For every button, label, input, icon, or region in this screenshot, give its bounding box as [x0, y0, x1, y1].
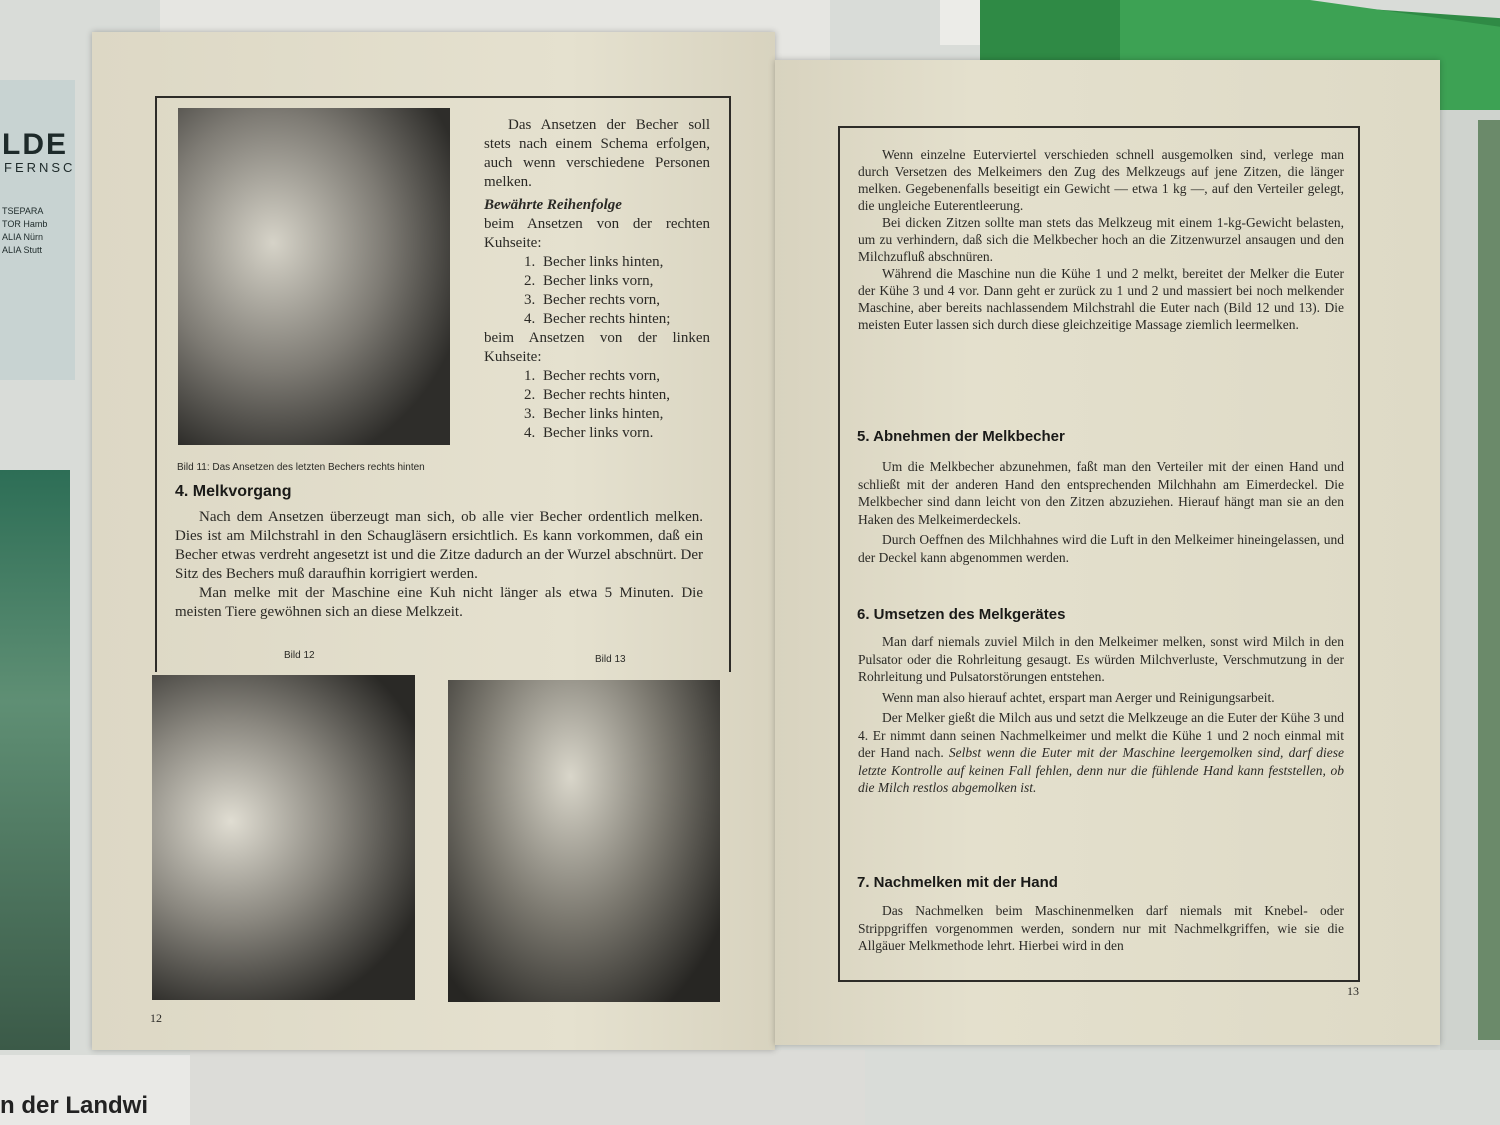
section-5-heading: 5. Abnehmen der Melkbecher — [857, 428, 1065, 445]
photo-bild-13 — [448, 680, 720, 1002]
background-bottom-paper — [190, 1050, 865, 1125]
list-item: 4. Becher links vorn. — [539, 424, 710, 443]
background-green-cover — [0, 470, 70, 1050]
paragraph: Man darf niemals zuviel Milch in den Melkeimer melken, sonst wird Milch in den Pulsator oder die Rohrleitung gesaugt. Es würden Milchverluste, Verschmutzung in der Rohrleitung und Pulsatorstörungen entstehen. — [858, 634, 1344, 684]
list-item: 2. Becher links vorn, — [539, 272, 710, 291]
italic-text: Selbst wenn die Euter mit der Maschine leergemolken sind, darf diese letzte Kontrolle auf keinen Fall fehlen, denn nur die fühlende Hand kann feststellen, ob die Milch restlos abgemolken ist. — [858, 745, 1344, 795]
cover-title: LDE — [2, 128, 68, 161]
right-side-lead: beim Ansetzen von der rechten Kuhseite: — [484, 216, 710, 251]
cover-list — [2, 205, 47, 257]
cover-line: ALIA Stutt — [2, 245, 43, 255]
intro-paragraph: Das Ansetzen der Becher soll stets nach einem Schema erfolgen, auch wenn verschiedene Personen melken. — [484, 117, 710, 190]
section-7-heading: 7. Nachmelken mit der Hand — [857, 874, 1058, 891]
paragraph: Um die Melkbecher abzunehmen, faßt man den Verteiler mit der einen Hand und schließt mit der anderen Hand den entsprechenden Milchhahn am Eimerdeckel. Die Melkbecher sind dann leicht von den Zitzen abzuziehen. Hierauf hängt man sie an den Haken des Melkeimerdeckels. — [858, 459, 1344, 527]
paragraph: Man melke mit der Maschine eine Kuh nicht länger als etwa 5 Minuten. Die meisten Tiere gewöhnen sich an diese Melkzeit. — [175, 585, 703, 620]
cover-line: ALIA Nürn — [2, 232, 44, 242]
list-item: 2. Becher rechts hinten, — [539, 386, 710, 405]
paragraph — [858, 709, 1344, 797]
cover-line: TOR Hamb — [2, 219, 48, 229]
left-intro-column — [484, 116, 710, 443]
section-5-body — [858, 458, 1344, 566]
paragraph: Wenn einzelne Euterviertel verschieden schnell ausgemolken sind, verlege man durch Versetzen des Melkeimers den Zug des Melkzeugs auf jene Zitzen, die länger melken. Gegebenenfalls beseitigt ein Gewicht — etwa 1 kg —, auf den Verteiler gelegt, die ungleiche Euterentleerung. — [858, 147, 1344, 213]
section-4-body — [175, 508, 703, 622]
caption-bild-11: Bild 11: Das Ansetzen des letzten Bechers rechts hinten — [177, 462, 425, 473]
paragraph: Das Nachmelken beim Maschinenmelken darf niemals mit Knebel- oder Strippgriffen vorgenommen werden, sondern nur mit Nachmelkgriffen, wie sie die Allgäuer Melkmethode lehrt. Hierbei wird in den — [858, 903, 1344, 953]
cover-line: TSEPARA — [2, 206, 44, 216]
paragraph: Wenn man also hierauf achtet, erspart man Aerger und Reinigungsarbeit. — [882, 689, 1275, 705]
plain-text: Der Melker gießt die Milch aus und setzt die Melkzeuge an die Euter der Kühe 3 und 4. Er nimmt dann seinen Nachmelkeimer und melkt die Kühe 1 und 2 noch einmal mit der Hand nach. — [858, 710, 1344, 760]
photo-bild-11 — [178, 108, 450, 445]
right-side-list — [484, 253, 710, 329]
bottom-cover-text: n der Landwi — [0, 1092, 149, 1119]
background-green-spine — [1478, 120, 1500, 1040]
section-4-heading: 4. Melkvorgang — [175, 483, 292, 500]
list-item: 1. Becher links hinten, — [539, 253, 710, 272]
cover-subtitle: FERNSC — [4, 160, 76, 175]
paragraph: Durch Oeffnen des Milchhahnes wird die Luft in den Melkeimer hineingelassen, und der Deckel kann abgenommen werden. — [858, 532, 1344, 565]
list-item: 3. Becher rechts vorn, — [539, 291, 710, 310]
left-side-list — [484, 367, 710, 443]
paragraph: Während die Maschine nun die Kühe 1 und 2 melkt, bereitet der Melker die Euter der Kühe 3 und 4 vor. Dann geht er zurück zu 1 und 2 und massiert bei noch melkender Maschine, aber bereits nachlassendem Milchstrahl die Euter nach (Bild 12 und 13). Die meisten Euter lassen sich durch diese gleichzeitige Massage ziemlich leermelken. — [858, 266, 1344, 332]
list-item: 1. Becher rechts vorn, — [539, 367, 710, 386]
order-heading: Bewährte Reihenfolge — [484, 197, 622, 213]
caption-bild-12: Bild 12 — [284, 650, 315, 661]
list-item: 4. Becher rechts hinten; — [539, 310, 710, 329]
section-6-heading: 6. Umsetzen des Melkgerätes — [857, 606, 1066, 623]
paragraph: Nach dem Ansetzen überzeugt man sich, ob alle vier Becher ordentlich melken. Dies ist am Milchstrahl in den Schaugläsern ersichtlich. Es kann vorkommen, daß ein Becher etwas verdreht angesetzt ist und die Zitze dadurch an der Wurzel abschnürt. Der Sitz des Bechers muß daraufhin korrigiert werden. — [175, 509, 703, 582]
photo-bild-12 — [152, 675, 415, 1000]
list-item: 3. Becher links hinten, — [539, 405, 710, 424]
page-number-left: 12 — [150, 1011, 162, 1025]
section-7-body — [858, 902, 1344, 955]
caption-bild-13: Bild 13 — [595, 654, 626, 665]
paragraph: Bei dicken Zitzen sollte man stets das Melkzeug mit einem 1-kg-Gewicht belasten, um zu verhindern, daß sich die Melkbecher hoch an die Zitzenwurzel ansaugen und den Milchzufluß abschnüren. — [858, 215, 1344, 264]
left-side-lead: beim Ansetzen von der linken Kuhseite: — [484, 330, 710, 365]
section-6-body — [858, 633, 1344, 797]
page-number-right: 13 — [1347, 984, 1359, 998]
right-intro — [858, 146, 1344, 333]
